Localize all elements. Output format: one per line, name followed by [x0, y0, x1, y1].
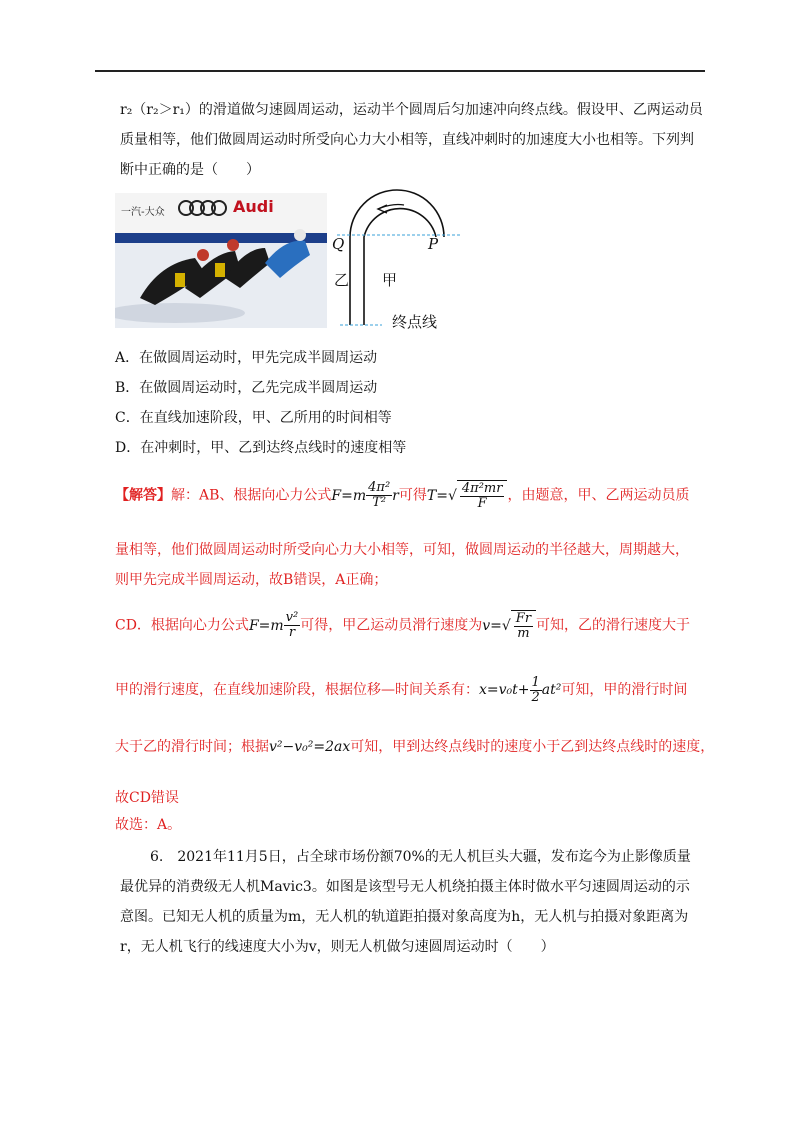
intro-line-1: r₂（r₂＞r₁）的滑道做匀速圆周运动，运动半个圆周后匀加速冲向终点线。假设甲、乙两运动员: [120, 102, 703, 118]
track-diagram: [332, 185, 462, 335]
option-a: A．在做圆周运动时，甲先完成半圆周运动: [115, 350, 378, 366]
intro-line-2: 质量相等，他们做圆周运动时所受向心力大小相等，直线冲刺时的加速度大小也相等。下列判: [120, 132, 694, 148]
brand-logo-audi: Audi: [233, 197, 274, 216]
formula-period: T=√ $\frac{\text{4π²mr}}{F}$: [427, 488, 508, 504]
answer-line-2: 量相等，他们做圆周运动时所受向心力大小相等，可知，做圆周运动的半径越大，周期越大，: [115, 542, 689, 558]
formula-velocity: v=√ $\frac{Fr}{m}$: [482, 618, 536, 634]
label-jia: 甲: [382, 271, 398, 289]
answer-text: 可得: [398, 487, 427, 504]
answer-line-4: [115, 610, 690, 641]
label-p: P: [428, 235, 439, 253]
answer-text: 甲的滑行速度，在直线加速阶段，根据位移—时间关系有：: [115, 682, 479, 698]
answer-text: CD．根据向心力公式: [115, 617, 249, 634]
answer-text: 解：AB、根据向心力公式: [171, 487, 332, 504]
speed-skating-photo: [115, 193, 327, 328]
answer-text: 可知，甲到达终点线时的速度小于乙到达终点线时的速度，: [350, 739, 715, 755]
answer-text: ，由题意，甲、乙两运动员质: [507, 487, 690, 504]
answer-line-1: [115, 480, 689, 511]
q6-line-3: 意图。已知无人机的质量为m，无人机的轨道距拍摄对象高度为h，无人机与拍摄对象距离为: [120, 909, 689, 925]
answer-text: 大于乙的滑行时间；根据: [115, 739, 269, 755]
option-c: C．在直线加速阶段，甲、乙所用的时间相等: [115, 410, 392, 426]
q6-line-2: 最优异的消费级无人机Mavic3。如图是该型号无人机绕拍摄主体时做水平匀速圆周运动的示: [120, 879, 690, 895]
audi-rings-icon: [177, 199, 229, 217]
answer-tag: 【解答】: [115, 487, 171, 504]
answer-line-6: [115, 732, 714, 762]
answer-line-8: 故选：A。: [115, 817, 182, 833]
q6-line-4: r，无人机飞行的线速度大小为v，则无人机做匀速圆周运动时（ ）: [120, 939, 555, 955]
brand-logo-vw: 一汽-大众: [121, 207, 165, 218]
option-d: D．在冲刺时，甲、乙到达终点线时的速度相等: [115, 440, 407, 456]
label-q: Q: [332, 235, 345, 253]
option-b: B．在做圆周运动时，乙先完成半圆周运动: [115, 380, 378, 396]
answer-text: 可知，乙的滑行速度大于: [536, 617, 691, 634]
answer-text: 可知，甲的滑行时间: [561, 682, 688, 698]
header-rule: [95, 70, 705, 72]
label-finish-line: 终点线: [392, 313, 438, 331]
formula-centripetal-period: F=m $\frac{\text{4π²}}{\text{T²}}$ r: [331, 480, 399, 510]
intro-line-3: 断中正确的是（ ）: [120, 162, 260, 178]
answer-line-5: [115, 675, 687, 705]
answer-text: 可得，甲乙运动员滑行速度为: [300, 617, 483, 634]
formula-centripetal-velocity: F=m $\frac{\text{v²}}{r}$: [248, 610, 299, 640]
answer-line-3: 则甲先完成半圆周运动，故B错误，A正确；: [115, 572, 388, 588]
q6-line-1: 6. 2021年11月5日，占全球市场份额70%的无人机巨头大疆，发布迄今为止影像质量: [150, 849, 691, 865]
label-yi: 乙: [334, 271, 350, 289]
answer-line-7: 故CD错误: [115, 790, 179, 806]
formula-displacement: x=v₀t+ $\frac{1}{2}$ at²: [479, 674, 562, 705]
formula-velocity-squared: v²−v₀²=2ax: [269, 739, 351, 755]
